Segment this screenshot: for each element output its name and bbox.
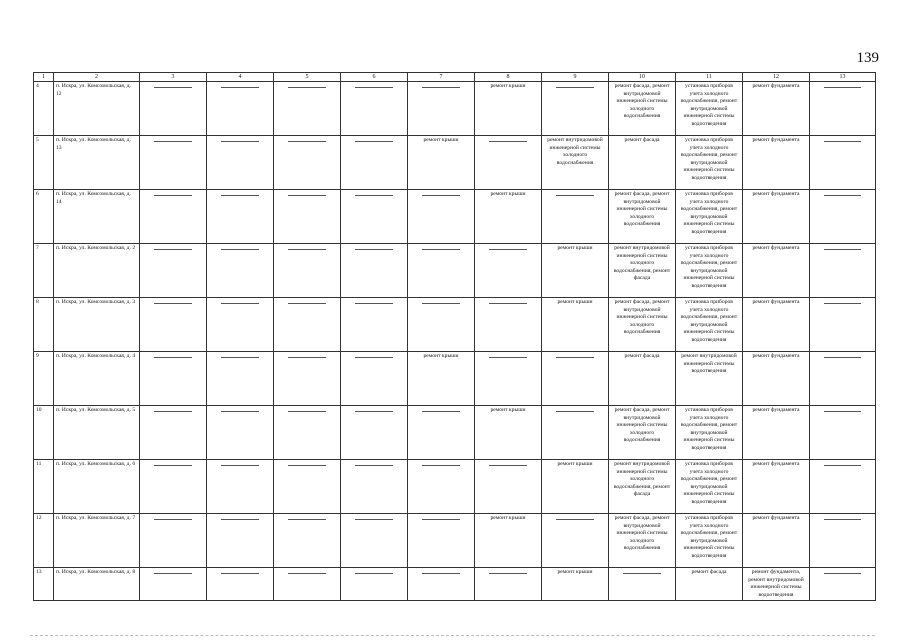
dash-mark: [288, 141, 325, 142]
row-number: 9: [34, 352, 54, 406]
empty-dash-cell: [810, 460, 876, 514]
empty-dash-cell: [475, 136, 542, 190]
dash-mark: [288, 411, 325, 412]
dash-mark: [221, 519, 258, 520]
table-row: [34, 244, 876, 298]
work-type-cell: установка приборов учета холодного водоснабжения, ремонт внутридомовой инженерной системы водоотведения: [676, 406, 743, 460]
work-type-cell: ремонт фасада, ремонт внутридомовой инженерной системы холодного водоснабжения: [609, 298, 676, 352]
column-header: 9: [542, 73, 609, 82]
dash-mark: [288, 87, 325, 88]
dash-mark: [288, 303, 325, 304]
work-type-cell: ремонт фундамента: [743, 460, 810, 514]
empty-dash-cell: [475, 568, 542, 601]
dash-mark: [221, 87, 258, 88]
dash-mark: [355, 195, 392, 196]
dash-mark: [489, 303, 526, 304]
address-cell: п. Искра, ул. Комсомольская, д. 2: [54, 244, 140, 298]
empty-dash-cell: [140, 190, 207, 244]
table-row: [34, 298, 876, 352]
table-row: [34, 568, 876, 601]
dash-mark: [489, 141, 526, 142]
dash-mark: [355, 87, 392, 88]
dash-mark: [355, 303, 392, 304]
dash-mark: [154, 87, 191, 88]
dash-mark: [623, 573, 660, 574]
row-number: 11: [34, 460, 54, 514]
work-type-cell: ремонт внутридомовой инженерной системы холодного водоснабжения, ремонт фасада: [609, 244, 676, 298]
work-type-cell: ремонт фундамента: [743, 406, 810, 460]
dash-mark: [556, 87, 593, 88]
work-type-cell: ремонт крыши: [475, 406, 542, 460]
dash-mark: [824, 573, 861, 574]
work-type-cell: ремонт фундамента: [743, 136, 810, 190]
empty-dash-cell: [341, 82, 408, 136]
empty-dash-cell: [274, 82, 341, 136]
empty-dash-cell: [274, 190, 341, 244]
dash-mark: [556, 519, 593, 520]
dash-mark: [556, 357, 593, 358]
column-header: 8: [475, 73, 542, 82]
empty-dash-cell: [810, 514, 876, 568]
row-number: 7: [34, 244, 54, 298]
address-cell: п. Искра, ул. Комсомольская, д. 14: [54, 190, 140, 244]
dash-mark: [824, 87, 861, 88]
column-header: 3: [140, 73, 207, 82]
dash-mark: [154, 519, 191, 520]
dash-mark: [355, 465, 392, 466]
table-row: [34, 190, 876, 244]
work-type-cell: ремонт фасада, ремонт внутридомовой инженерной системы холодного водоснабжения: [609, 82, 676, 136]
work-type-cell: установка приборов учета холодного водоснабжения, ремонт внутридомовой инженерной системы водоотведения: [676, 514, 743, 568]
empty-dash-cell: [341, 190, 408, 244]
work-type-cell: ремонт крыши: [542, 568, 609, 601]
table-row: [34, 82, 876, 136]
empty-dash-cell: [207, 244, 274, 298]
dash-mark: [556, 411, 593, 412]
empty-dash-cell: [408, 568, 475, 601]
dash-mark: [288, 195, 325, 196]
dash-mark: [154, 195, 191, 196]
empty-dash-cell: [408, 244, 475, 298]
work-type-cell: установка приборов учета холодного водоснабжения, ремонт внутридомовой инженерной системы водоотведения: [676, 244, 743, 298]
dash-mark: [288, 573, 325, 574]
work-type-cell: ремонт крыши: [408, 136, 475, 190]
empty-dash-cell: [274, 244, 341, 298]
row-number: 12: [34, 514, 54, 568]
empty-dash-cell: [140, 136, 207, 190]
address-cell: п. Искра, ул. Комсомольская, д. 7: [54, 514, 140, 568]
empty-dash-cell: [408, 190, 475, 244]
dash-mark: [824, 465, 861, 466]
empty-dash-cell: [810, 568, 876, 601]
empty-dash-cell: [542, 514, 609, 568]
work-type-cell: ремонт фундамента: [743, 82, 810, 136]
address-cell: п. Искра, ул. Комсомольская, д. 4: [54, 352, 140, 406]
dash-mark: [422, 87, 459, 88]
empty-dash-cell: [207, 460, 274, 514]
row-number: 10: [34, 406, 54, 460]
empty-dash-cell: [341, 352, 408, 406]
empty-dash-cell: [207, 190, 274, 244]
dash-mark: [154, 141, 191, 142]
dash-mark: [824, 357, 861, 358]
work-type-cell: установка приборов учета холодного водоснабжения, ремонт внутридомовой инженерной системы водоотведения: [676, 82, 743, 136]
dash-mark: [154, 357, 191, 358]
dash-mark: [422, 303, 459, 304]
work-type-cell: ремонт фасада: [676, 568, 743, 601]
work-type-cell: ремонт фундамента: [743, 190, 810, 244]
work-type-cell: ремонт крыши: [542, 298, 609, 352]
empty-dash-cell: [140, 406, 207, 460]
empty-dash-cell: [140, 298, 207, 352]
dash-mark: [355, 357, 392, 358]
dash-mark: [221, 141, 258, 142]
work-type-cell: ремонт внутридомовой инженерной системы холодного водоснабжения: [542, 136, 609, 190]
empty-dash-cell: [810, 190, 876, 244]
column-header: 6: [341, 73, 408, 82]
empty-dash-cell: [408, 82, 475, 136]
scan-edge-line: [30, 635, 875, 636]
empty-dash-cell: [810, 244, 876, 298]
empty-dash-cell: [810, 406, 876, 460]
dash-mark: [355, 573, 392, 574]
empty-dash-cell: [810, 298, 876, 352]
dash-mark: [154, 411, 191, 412]
dash-mark: [422, 519, 459, 520]
empty-dash-cell: [274, 406, 341, 460]
dash-mark: [221, 249, 258, 250]
column-header: 5: [274, 73, 341, 82]
empty-dash-cell: [475, 298, 542, 352]
empty-dash-cell: [140, 352, 207, 406]
empty-dash-cell: [810, 352, 876, 406]
dash-mark: [154, 573, 191, 574]
dash-mark: [824, 411, 861, 412]
empty-dash-cell: [140, 514, 207, 568]
empty-dash-cell: [274, 136, 341, 190]
address-cell: п. Искра, ул. Комсомольская, д. 8: [54, 568, 140, 601]
dash-mark: [422, 411, 459, 412]
address-cell: п. Искра, ул. Комсомольская, д. 12: [54, 82, 140, 136]
row-number: 8: [34, 298, 54, 352]
dash-mark: [556, 195, 593, 196]
work-type-cell: установка приборов учета холодного водоснабжения, ремонт внутридомовой инженерной системы водоотведения: [676, 190, 743, 244]
empty-dash-cell: [341, 298, 408, 352]
address-cell: п. Искра, ул. Комсомольская, д. 6: [54, 460, 140, 514]
dash-mark: [221, 357, 258, 358]
work-type-cell: ремонт крыши: [408, 352, 475, 406]
work-type-cell: ремонт крыши: [475, 514, 542, 568]
work-type-cell: ремонт фундамента: [743, 298, 810, 352]
address-cell: п. Искра, ул. Комсомольская, д. 5: [54, 406, 140, 460]
dash-mark: [221, 195, 258, 196]
dash-mark: [422, 249, 459, 250]
dash-mark: [489, 249, 526, 250]
work-type-cell: ремонт внутридомовой инженерной системы холодного водоснабжения, ремонт фасада: [609, 460, 676, 514]
work-type-cell: ремонт крыши: [542, 460, 609, 514]
column-header: 12: [743, 73, 810, 82]
row-number: 6: [34, 190, 54, 244]
dash-mark: [221, 465, 258, 466]
empty-dash-cell: [408, 460, 475, 514]
empty-dash-cell: [207, 298, 274, 352]
dash-mark: [422, 195, 459, 196]
dash-mark: [355, 411, 392, 412]
dash-mark: [154, 303, 191, 304]
work-type-cell: ремонт крыши: [475, 82, 542, 136]
empty-dash-cell: [542, 406, 609, 460]
dash-mark: [288, 357, 325, 358]
empty-dash-cell: [207, 82, 274, 136]
empty-dash-cell: [475, 460, 542, 514]
table-row: [34, 352, 876, 406]
dash-mark: [355, 249, 392, 250]
column-header: 1: [34, 73, 54, 82]
page-number: 139: [856, 50, 879, 66]
dash-mark: [355, 519, 392, 520]
empty-dash-cell: [475, 244, 542, 298]
work-type-cell: ремонт фасада, ремонт внутридомовой инженерной системы холодного водоснабжения: [609, 190, 676, 244]
work-type-cell: установка приборов учета холодного водоснабжения, ремонт внутридомовой инженерной системы водоотведения: [676, 136, 743, 190]
work-type-cell: ремонт фасада: [609, 352, 676, 406]
empty-dash-cell: [274, 460, 341, 514]
work-type-cell: установка приборов учета холодного водоснабжения, ремонт внутридомовой инженерной системы водоотведения: [676, 298, 743, 352]
dash-mark: [154, 249, 191, 250]
dash-mark: [422, 573, 459, 574]
empty-dash-cell: [274, 352, 341, 406]
empty-dash-cell: [207, 568, 274, 601]
empty-dash-cell: [140, 244, 207, 298]
column-header: 11: [676, 73, 743, 82]
empty-dash-cell: [341, 568, 408, 601]
dash-mark: [221, 573, 258, 574]
dash-mark: [824, 141, 861, 142]
empty-dash-cell: [140, 82, 207, 136]
dash-mark: [355, 141, 392, 142]
dash-mark: [288, 519, 325, 520]
dash-mark: [288, 465, 325, 466]
work-type-cell: ремонт фундамента: [743, 244, 810, 298]
table-row: [34, 136, 876, 190]
empty-dash-cell: [207, 352, 274, 406]
dash-mark: [824, 519, 861, 520]
empty-dash-cell: [341, 244, 408, 298]
empty-dash-cell: [408, 298, 475, 352]
table-row: [34, 514, 876, 568]
empty-dash-cell: [341, 460, 408, 514]
address-cell: п. Искра, ул. Комсомольская, д. 3: [54, 298, 140, 352]
empty-dash-cell: [542, 82, 609, 136]
column-number-header-row: [34, 73, 876, 82]
empty-dash-cell: [341, 514, 408, 568]
column-header: 7: [408, 73, 475, 82]
empty-dash-cell: [274, 568, 341, 601]
work-type-cell: ремонт внутридомовой инженерной системы водоотведения: [676, 352, 743, 406]
column-header: 2: [54, 73, 140, 82]
dash-mark: [489, 357, 526, 358]
dash-mark: [288, 249, 325, 250]
empty-dash-cell: [207, 514, 274, 568]
column-header: 10: [609, 73, 676, 82]
dash-mark: [824, 249, 861, 250]
work-type-cell: ремонт фасада: [609, 136, 676, 190]
empty-dash-cell: [274, 298, 341, 352]
column-header: 13: [810, 73, 876, 82]
empty-dash-cell: [341, 406, 408, 460]
empty-dash-cell: [542, 190, 609, 244]
column-header: 4: [207, 73, 274, 82]
dash-mark: [221, 411, 258, 412]
work-type-cell: ремонт фундамента: [743, 352, 810, 406]
dash-mark: [221, 303, 258, 304]
dash-mark: [489, 465, 526, 466]
empty-dash-cell: [542, 352, 609, 406]
empty-dash-cell: [810, 82, 876, 136]
work-type-cell: установка приборов учета холодного водоснабжения, ремонт внутридомовой инженерной системы водоотведения: [676, 460, 743, 514]
work-type-cell: ремонт крыши: [475, 190, 542, 244]
work-type-cell: ремонт фундамента: [743, 514, 810, 568]
empty-dash-cell: [207, 406, 274, 460]
dash-mark: [154, 465, 191, 466]
dash-mark: [422, 465, 459, 466]
table-row: [34, 460, 876, 514]
work-type-cell: ремонт крыши: [542, 244, 609, 298]
dash-mark: [489, 573, 526, 574]
work-type-cell: ремонт фундамента, ремонт внутридомовой инженерной системы водоотведения: [743, 568, 810, 601]
dash-mark: [824, 303, 861, 304]
empty-dash-cell: [810, 136, 876, 190]
row-number: 5: [34, 136, 54, 190]
empty-dash-cell: [207, 136, 274, 190]
empty-dash-cell: [475, 352, 542, 406]
empty-dash-cell: [274, 514, 341, 568]
row-number: 13: [34, 568, 54, 601]
dash-mark: [824, 195, 861, 196]
empty-dash-cell: [408, 406, 475, 460]
work-type-cell: ремонт фасада, ремонт внутридомовой инженерной системы холодного водоснабжения: [609, 406, 676, 460]
work-type-cell: ремонт фасада, ремонт внутридомовой инженерной системы холодного водоснабжения: [609, 514, 676, 568]
empty-dash-cell: [140, 460, 207, 514]
empty-dash-cell: [341, 136, 408, 190]
empty-dash-cell: [140, 568, 207, 601]
empty-dash-cell: [408, 514, 475, 568]
row-number: 4: [34, 82, 54, 136]
table-row: [34, 406, 876, 460]
empty-dash-cell: [609, 568, 676, 601]
capital-repair-table: [33, 72, 876, 601]
address-cell: п. Искра, ул. Комсомольская, д. 13: [54, 136, 140, 190]
